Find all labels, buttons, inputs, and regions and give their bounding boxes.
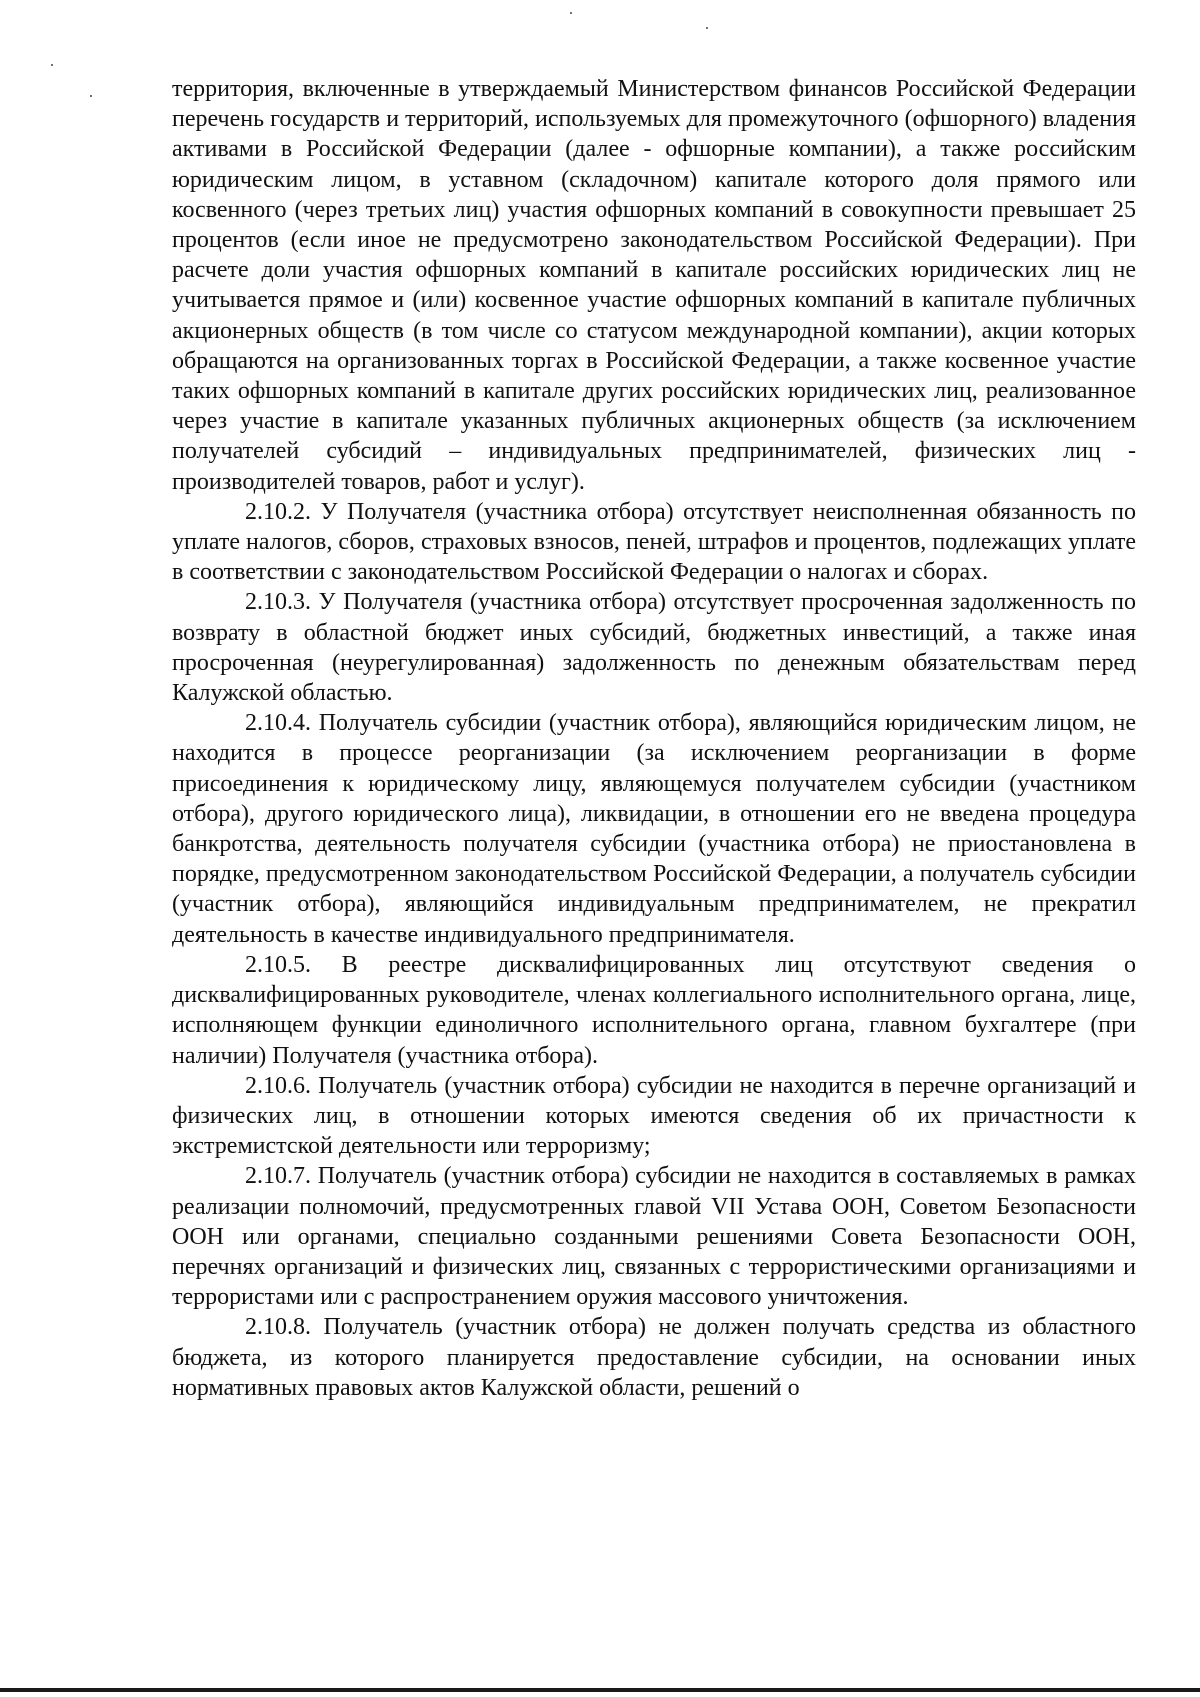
paragraph-2-10-2: 2.10.2. У Получателя (участника отбора) отсутствует неисполненная обязанность по уплате налогов, сборов, страховых взносов, пеней, штрафов и процентов, подлежащих уплате в соответствии с законодательством Российской Федерации о налогах и сборах. xyxy=(172,498,1136,586)
scan-speck xyxy=(51,64,53,66)
paragraph-2-10-3: 2.10.3. У Получателя (участника отбора) отсутствует просроченная задолженность по возврату в областной бюджет иных субсидий, бюджетных инвестиций, а также иная просроченная (неурегулированная) задолженность по денежным обязательствам перед Калужской областью. xyxy=(172,589,1136,707)
page-bottom-edge xyxy=(0,1688,1200,1692)
paragraph-continuation: территория, включенные в утверждаемый Министерством финансов Российской Федерации перечень государств и территорий, используемых для промежуточного (офшорного) владения активами в Российской Федерации (далее - офшорные компании), а также российским юридическим лицом, в уставном (складочном) капитале которого доля прямого или косвенного (через третьих лиц) участия офшорных компаний в совокупности превышает 25 процентов (если иное не предусмотрено законодательством Российской Федерации). При расчете доли участия офшорных компаний в капитале российских юридических лиц не учитывается прямое и (или) косвенное участие офшорных компаний в капитале публичных акционерных обществ (в том числе со статусом международной компании), акции которых обращаются на организованных торгах в Российской Федерации, а также косвенное участие таких офшорных компаний в капитале других российских юридических лиц, реализованное через участие в капитале указанных публичных акционерных обществ (за исключением получателей субсидий – индивидуальных предпринимателей, физических лиц - производителей товаров, работ и услуг). xyxy=(172,76,1136,495)
scan-speck xyxy=(570,12,572,14)
paragraph-2-10-5: 2.10.5. В реестре дисквалифицированных лиц отсутствуют сведения о дисквалифицированных руководителе, членах коллегиального исполнительного органа, лице, исполняющем функции единоличного исполнительного органа, главном бухгалтере (при наличии) Получателя (участника отбора). xyxy=(172,951,1136,1069)
scan-speck xyxy=(90,95,92,97)
paragraph-2-10-6: 2.10.6. Получатель (участник отбора) субсидии не находится в перечне организаций и физических лиц, в отношении которых имеются сведения об их причастности к экстремистской деятельности или терроризму; xyxy=(172,1072,1136,1160)
paragraph-2-10-8: 2.10.8. Получатель (участник отбора) не должен получать средства из областного бюджета, из которого планируется предоставление субсидии, на основании иных нормативных правовых актов Калужской области, решений о xyxy=(172,1314,1136,1401)
document-body xyxy=(172,74,1136,1403)
paragraph-2-10-4: 2.10.4. Получатель субсидии (участник отбора), являющийся юридическим лицом, не находится в процессе реорганизации (за исключением реорганизации в форме присоединения к юридическому лицу, являющемуся получателем субсидии (участником отбора), другого юридического лица), ликвидации, в отношении его не введена процедура банкротства, деятельность получателя субсидии (участника отбора) не приостановлена в порядке, предусмотренном законодательством Российской Федерации, а получатель субсидии (участник отбора), являющийся индивидуальным предпринимателем, не прекратил деятельность в качестве индивидуального предпринимателя. xyxy=(172,710,1136,948)
scan-speck xyxy=(706,27,708,29)
paragraph-2-10-7: 2.10.7. Получатель (участник отбора) субсидии не находится в составляемых в рамках реализации полномочий, предусмотренных главой VII Устава ООН, Советом Безопасности ООН или органами, специально созданными решениями Совета Безопасности ООН, перечнях организаций и физических лиц, связанных с террористическими организациями и террористами или с распространением оружия массового уничтожения. xyxy=(172,1163,1136,1311)
